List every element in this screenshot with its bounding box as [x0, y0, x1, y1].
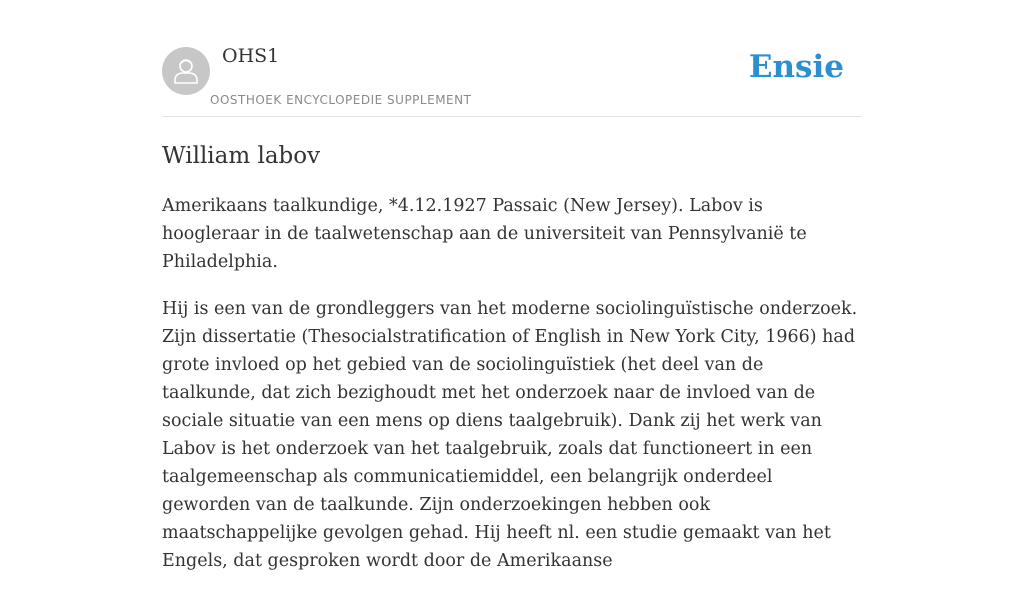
article-paragraph: Amerikaans taalkundige, *4.12.1927 Passaic (New Jersey). Labov is hoogleraar in de taalwetenschap aan de universiteit van Pennsylvanië te Philadelphia.	[162, 196, 807, 272]
article-title: William labov	[162, 143, 321, 169]
avatar[interactable]	[162, 47, 210, 95]
user-icon	[162, 47, 210, 95]
article-paragraph: Hij is een van de grondleggers van het moderne sociolinguïstische onderzoek. Zijn dissertatie (Thesocialstratification of English in New York City, 1966) had grote invloed op het gebied van de sociolinguïstiek (het deel van de taalkunde, dat zich bezighoudt met het onderzoek naar de invloed van de sociale situatie van een mens op diens taalgebruik). Dank zij het werk van Labov is het onderzoek van het taalgebruik, zoals dat functioneert in een taalgemeenschap als communicatiemiddel, een belangrijk onderdeel geworden van de taalkunde. Zijn onderzoekingen hebben ook maatschappelijke gevolgen gehad. Hij heeft nl. een studie gemaakt van het Engels, dat gesproken wordt door de Amerikaanse	[162, 299, 858, 571]
brand-logo[interactable]: Ensie	[748, 49, 844, 85]
source-subtitle: OOSTHOEK ENCYCLOPEDIE SUPPLEMENT	[210, 93, 472, 107]
page	[162, 0, 862, 594]
article-body	[162, 192, 862, 575]
source-name[interactable]: OHS1	[222, 45, 280, 67]
source-header	[162, 0, 862, 117]
